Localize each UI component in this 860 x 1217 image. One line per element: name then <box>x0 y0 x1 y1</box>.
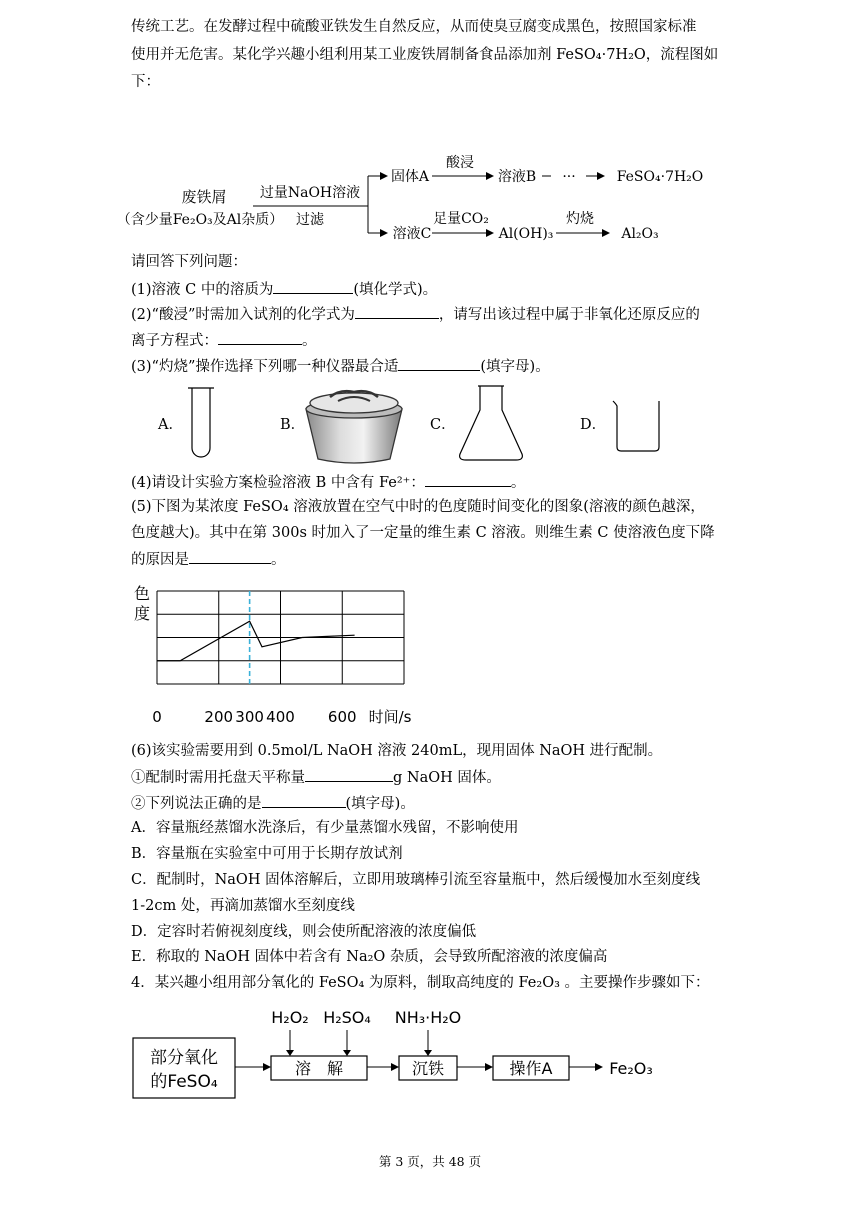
question-6-1 <box>131 767 501 788</box>
test-tube-icon <box>186 386 216 462</box>
flow2-product-fe2o3: Fe₂O₃ <box>609 1059 653 1078</box>
flow-solid-a: 固体A <box>390 169 430 185</box>
flow2-box-precipitate: 沉铁 <box>411 1059 445 1078</box>
conical-flask-icon <box>456 384 526 462</box>
intro-line-2: 使用并无危害。某化学兴趣小组利用某工业废铁屑制备食品添加剂 FeSO₄·7H₂O，流程图如 <box>131 47 719 63</box>
option-c-text-1: C．配制时，NaOH 固体溶解后，立即用玻璃棒引流至容量瓶中，然后缓慢加水至刻度线 <box>131 872 701 888</box>
crucible-icon <box>300 387 408 465</box>
color-time-chart <box>120 578 430 728</box>
question-6-2-suffix: (填字母)。 <box>345 796 415 812</box>
question-5-line-1: (5)下图为某浓度 FeSO₄ 溶液放置在空气中时的色度随时间变化的图象(溶液的颜色越深， <box>131 499 705 515</box>
answer-blank <box>189 549 271 564</box>
chart-x-tick-label: 0 <box>152 708 162 726</box>
answer-blank <box>398 356 480 371</box>
option-b-text: B．容量瓶在实验室中可用于长期存放试剂 <box>131 846 403 862</box>
question-4 <box>131 472 525 493</box>
option-a-label: A． <box>158 417 183 433</box>
chart-ylabel-2: 度 <box>133 604 151 623</box>
option-a-text: A．容量瓶经蒸馏水洗涤后，有少量蒸馏水残留，不影响使用 <box>131 820 519 836</box>
flow-solution-b: 溶液B <box>497 169 537 185</box>
option-c-label: C． <box>430 417 456 433</box>
chart-x-tick-label: 400 <box>266 708 295 726</box>
flow-al2o3: Al₂O₃ <box>621 226 659 242</box>
question-6-intro: (6)该实验需要用到 0.5mol/L NaOH 溶液 240mL，现用固体 NaOH 进行配制。 <box>131 743 663 759</box>
beaker-icon <box>610 398 666 454</box>
answer-blank <box>262 793 346 808</box>
question-1-suffix: (填化学式)。 <box>353 282 438 298</box>
question-1 <box>131 279 437 300</box>
flow-product-feso4: FeSO₄·7H₂O <box>616 169 704 185</box>
question-4-suffix: 。 <box>510 475 526 491</box>
question-5-end: 。 <box>271 552 286 568</box>
flow2-reagent-h2so4: H₂SO₄ <box>323 1008 371 1027</box>
intro-line-1: 传统工艺。在发酵过程中硫酸亚铁发生自然反应，从而使臭豆腐变成黑色，按照国家标准 <box>131 19 697 35</box>
question-5-line-2: 色度越大)。其中在第 300s 时加入了一定量的维生素 C 溶液。则维生素 C 使溶液色度下降 <box>131 525 715 541</box>
flow2-box-dissolve: 溶 解 <box>294 1059 344 1078</box>
question-6-1-text: ①配制时需用托盘天平称量 <box>131 770 305 786</box>
flow-solution-c: 溶液C <box>392 226 432 242</box>
option-b-label: B． <box>280 417 306 433</box>
question-2-text: (2)“酸浸”时需加入试剂的化学式为 <box>131 307 355 323</box>
chart-x-tick-label: 600 <box>327 708 357 726</box>
flow-op-filter: 过滤 <box>296 212 324 228</box>
option-d-text: D．定容时若俯视刻度线，则会使所配溶液的浓度偏低 <box>131 924 477 940</box>
question-5-line-3 <box>131 549 286 570</box>
question-intro: 请回答下列问题： <box>131 254 247 270</box>
answer-blank <box>425 472 511 487</box>
answer-blank <box>355 304 439 319</box>
question-6-1-suffix: g NaOH 固体。 <box>393 770 501 786</box>
flow2-box-raw-1: 部分氧化 <box>150 1048 218 1068</box>
flow2-box-operation-a: 操作A <box>509 1059 553 1078</box>
page-footer: 第 3 页，共 48 页 <box>378 1154 482 1169</box>
question-2-line-2 <box>131 330 317 351</box>
problem-4-text: 4．某兴趣小组用部分氧化的 FeSO₄ 为原料，制取高纯度的 Fe₂O₃ 。主要操作步骤如下： <box>131 975 710 991</box>
option-e-text: E．称取的 NaOH 固体中若含有 Na₂O 杂质，会导致所配溶液的浓度偏高 <box>131 949 608 965</box>
question-2-mid: ，请写出该过程中属于非氧化还原反应的 <box>438 307 700 323</box>
option-d-label: D． <box>580 417 607 433</box>
chart-x-tick-label: 200 <box>204 708 234 726</box>
question-4-text: (4)请设计实验方案检验溶液 B 中含有 Fe²⁺： <box>131 475 425 491</box>
flow2-reagent-nh3: NH₃·H₂O <box>394 1008 462 1027</box>
question-2-end: 。 <box>302 333 317 349</box>
question-5-prompt: 的原因是 <box>131 552 189 568</box>
answer-blank <box>218 330 302 345</box>
flow-reagent-naoh: 过量NaOH溶液 <box>259 185 361 201</box>
answer-blank <box>305 767 393 782</box>
flow2-reagent-h2o2: H₂O₂ <box>271 1008 309 1027</box>
question-1-text: (1)溶液 C 中的溶质为 <box>131 282 274 298</box>
chart-x-tick-label: 300 <box>235 708 264 726</box>
question-6-2-text: ②下列说法正确的是 <box>131 796 262 812</box>
answer-blank <box>273 279 353 294</box>
process-flow-chart <box>110 145 730 245</box>
question-3-suffix: (填字母)。 <box>480 359 550 375</box>
question-2 <box>131 304 700 325</box>
flow-start-label: 废铁屑 <box>181 188 227 206</box>
flow-acid-leach: 酸浸 <box>446 155 474 171</box>
flow-burn: 灼烧 <box>566 211 594 227</box>
intro-line-3: 下： <box>131 74 160 90</box>
flow-aloh3: Al(OH)₃ <box>498 226 554 242</box>
flow-dots: ··· <box>562 169 576 185</box>
chart-ylabel-1: 色 <box>133 584 151 603</box>
chart-xlabel: 时间/s <box>368 708 412 726</box>
question-6-2 <box>131 793 415 814</box>
question-2-prompt: 离子方程式： <box>131 333 218 349</box>
process-flow-chart-2 <box>125 1000 685 1105</box>
flow-start-note: （含少量Fe₂O₃及Al杂质） <box>116 212 284 228</box>
flow-co2: 足量CO₂ <box>433 211 489 227</box>
option-c-text-2: 1-2cm 处，再滴加蒸馏水至刻度线 <box>131 898 355 914</box>
question-3-text: (3)“灼烧”操作选择下列哪一种仪器最合适 <box>131 359 399 375</box>
flow2-box-raw-2: 的FeSO₄ <box>150 1072 218 1092</box>
chart-series-line <box>157 621 355 661</box>
question-3 <box>131 356 550 377</box>
